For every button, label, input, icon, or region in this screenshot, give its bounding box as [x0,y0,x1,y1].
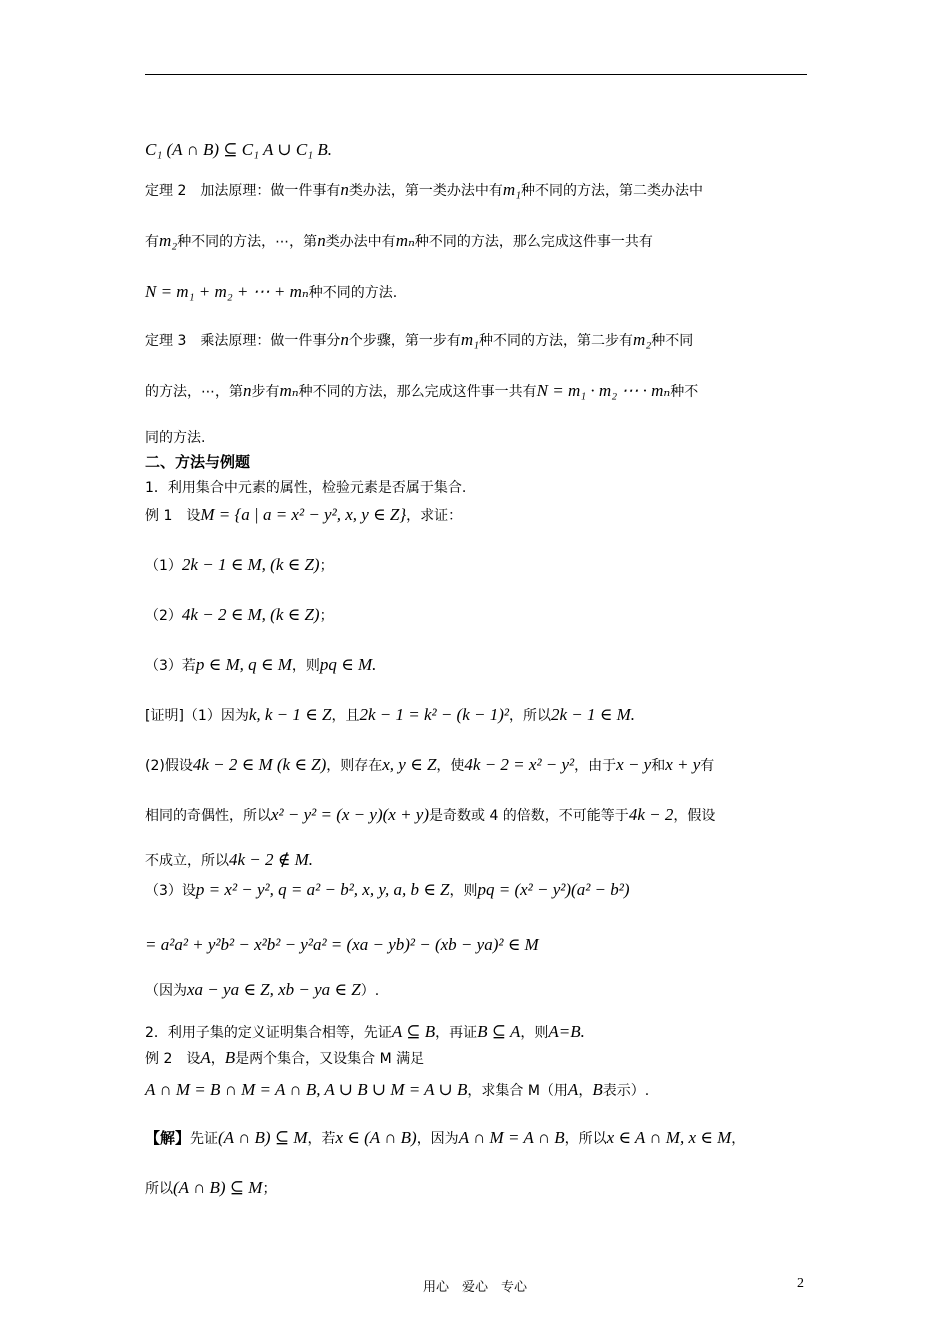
text-segment: 2．利用子集的定义证明集合相等，先证 [145,1025,392,1041]
math-expression: (A ∩ B) ⊆ M [218,1128,308,1147]
math-expression: x + y [665,755,701,774]
math-expression: x, y ∈ Z [382,755,437,774]
text-segment: (2)假设 [145,758,193,774]
text-segment: ，由于 [574,758,617,774]
text-segment: 步有 [251,384,280,400]
math-expression: pq = (x² − y²)(a² − b²) [477,880,630,899]
page-footer: 用心 爱心 专心 [422,1280,527,1295]
text-segment: 例 2 设 [145,1051,201,1067]
text-segment: ，假设 [673,808,716,824]
text-segment: ； [262,1181,277,1197]
math-expression: 4k − 2 ∈ M, (k ∈ Z) [181,605,320,624]
math-expression: 4k − 2 = x² − y² [464,755,575,774]
text-line [145,705,635,726]
text-line [145,805,715,826]
math-expression: m₁ [460,330,480,349]
text-segment: 同的方法. [145,430,206,446]
math-expression: 2k − 1 = k² − (k − 1)² [359,705,509,724]
text-line [145,1048,424,1069]
math-expression: n [243,381,252,400]
math-expression: p ∈ M, q ∈ M [195,655,292,674]
text-segment: 种不同的方法，那么完成这件事一共有 [298,384,537,400]
text-line [145,1128,745,1149]
text-segment: ，若 [307,1131,336,1147]
text-segment: ，则 [291,658,320,674]
text-segment: 种不同的方法，第二类办法中 [521,183,704,199]
math-expression: B ⊆ A [477,1022,521,1041]
math-expression: B [592,1080,603,1099]
math-expression: pq ∈ M. [319,655,377,674]
math-expression: = a²a² + y²b² − x²b² − y²a² = (xa − yb)² − (xb − ya)² ∈ M [145,935,539,954]
math-expression: A ∩ M = A ∩ B [458,1128,565,1147]
text-segment: ，则 [520,1025,549,1041]
math-expression: m₂ [633,330,652,349]
math-expression: m₁ [502,180,522,199]
text-segment: （因为 [145,983,187,999]
page-number: 2 [797,1276,804,1291]
math-expression: (A ∩ B) ⊆ M [173,1178,263,1197]
text-segment: 的方法，⋯，第 [145,384,243,400]
math-expression: A ∩ M = B ∩ M = A ∩ B, A ∪ B ∪ M = A ∪ B [145,1080,468,1099]
text-segment: 是两个集合，又设集合 M 满足 [235,1051,425,1067]
text-segment: 是奇数或 4 的倍数，不可能等于 [429,808,629,824]
math-expression: x − y [616,755,652,774]
text-segment: ，求集合 M（用 [467,1083,568,1099]
text-line [145,282,397,303]
math-expression: n [317,231,326,250]
math-expression: N = m₁ + m₂ + ⋯ + mₙ [145,282,309,301]
math-expression: A [567,1080,579,1099]
math-expression: n [340,330,349,349]
text-line [145,381,698,402]
math-expression: mₙ [395,231,415,250]
math-expression: M = {a | a = x² − y², x, y ∈ Z} [200,505,407,524]
text-segment: 种不同的方法，那么完成这件事一共有 [414,234,653,250]
text-segment: ，所以 [564,1131,607,1147]
math-expression: 4k − 2 ∈ M (k ∈ Z) [192,755,327,774]
math-expression: 2k − 1 ∈ M. [551,705,636,724]
text-segment: ，则 [449,883,478,899]
text-segment: ，因为 [416,1131,459,1147]
math-expression: m₂ [159,231,178,250]
math-expression: 2k − 1 ∈ M, (k ∈ Z) [181,555,320,574]
text-line [145,1178,276,1199]
text-segment: 和 [651,758,666,774]
text-line [145,755,714,776]
math-expression: k, k − 1 ∈ Z [248,705,332,724]
text-segment: 相同的奇偶性，所以 [145,808,271,824]
text-line [145,655,376,676]
math-expression: C₁ (A ∩ B) ⊆ C₁ A ∪ C₁ B. [145,140,332,159]
math-expression: B [224,1048,236,1067]
text-line [145,452,250,472]
text-segment: 个步骤，第一步有 [348,333,461,349]
text-segment: 先证 [190,1131,219,1147]
text-segment: ，且 [331,708,360,724]
text-segment: ，求证： [406,508,463,524]
text-segment: ，则存在 [326,758,383,774]
text-segment: （2） [145,608,182,624]
text-segment: 有 [700,758,715,774]
text-segment: 不成立，所以 [145,853,229,869]
text-line [145,980,379,1001]
text-line [145,180,703,201]
text-line [145,880,630,901]
text-segment: 种不同的方法. [308,285,398,301]
math-expression: x ∈ A ∩ M, x ∈ M [606,1128,732,1147]
text-segment: （3）设 [145,883,196,899]
text-segment: ，使 [436,758,465,774]
text-segment: 1．利用集合中元素的属性，检验元素是否属于集合. [145,480,467,496]
text-line [145,605,334,626]
math-expression: 4k − 2 ∉ M. [229,850,314,869]
text-segment: ，再证 [435,1025,478,1041]
math-expression: A [200,1048,211,1067]
math-expression: A=B. [548,1022,585,1041]
math-expression: p = x² − y², q = a² − b², x, y, a, b ∈ Z [195,880,450,899]
text-segment: 【解】 [145,1129,191,1147]
text-segment: ； [319,608,334,624]
math-expression: A ⊆ B [391,1022,436,1041]
text-segment: 所以 [145,1181,173,1197]
text-line [145,1080,649,1101]
text-line [145,330,693,351]
text-line [145,231,653,252]
text-segment: 类办法，第一类办法中有 [348,183,503,199]
text-segment: （3）若 [145,658,196,674]
math-expression: x ∈ (A ∩ B) [335,1128,417,1147]
text-segment: 类办法中有 [325,234,396,250]
text-segment: 种不同的方法，⋯，第 [177,234,318,250]
text-segment: 表示）. [602,1083,650,1099]
text-line [145,505,462,526]
text-segment: 有 [145,234,159,250]
text-line [145,935,539,955]
text-segment: 二、方法与例题 [145,453,251,471]
text-line [145,427,205,448]
text-segment: ，所以 [509,708,551,724]
text-segment: （1） [145,558,182,574]
text-line [145,555,334,576]
text-line [145,1022,585,1043]
text-segment: 种不同的方法，第二步有 [479,333,634,349]
text-segment: 种不 [670,384,699,400]
text-segment: ， [731,1131,746,1147]
math-expression: x² − y² = (x − y)(x + y) [271,805,429,824]
text-line [145,477,466,498]
header-rule [145,74,807,75]
text-segment: 定理 3 乘法原理：做一件事分 [145,333,341,349]
text-segment: 种不同 [651,333,694,349]
text-segment: 定理 2 加法原理：做一件事有 [145,183,341,199]
math-expression: mₙ [279,381,299,400]
math-expression: N = m₁ · m₂ ⋯ · mₙ [536,381,671,400]
text-line [145,850,313,871]
math-expression: n [340,180,349,199]
text-segment: [证明]（1）因为 [145,708,249,724]
text-segment: ， [578,1083,593,1099]
math-expression: 4k − 2 [628,805,674,824]
text-segment: 例 1 设 [145,508,201,524]
text-segment: ）. [360,983,380,999]
text-segment: ， [210,1051,225,1067]
text-line [145,140,332,160]
math-expression: xa − ya ∈ Z, xb − ya ∈ Z [187,980,361,999]
text-segment: ； [319,558,334,574]
